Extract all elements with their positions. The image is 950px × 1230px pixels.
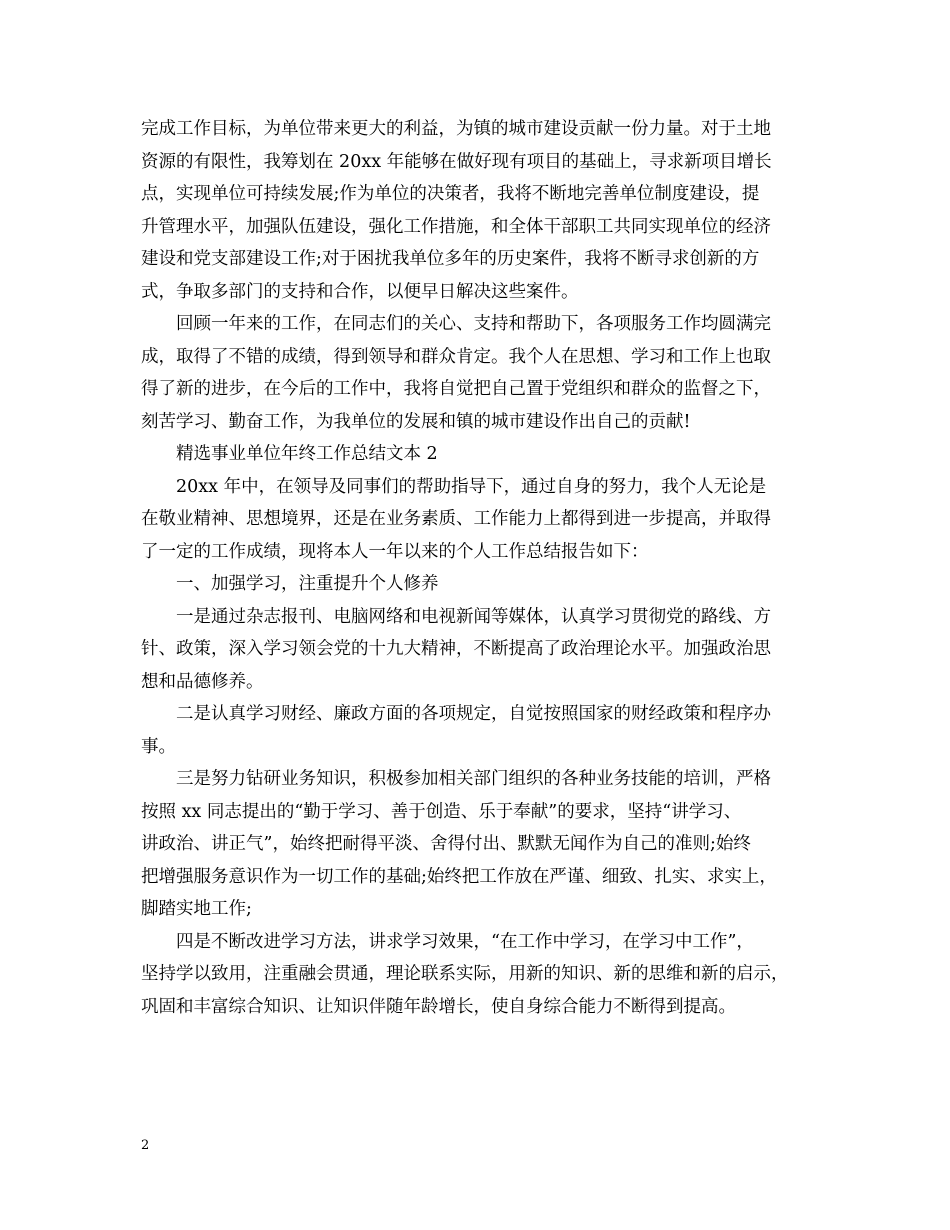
text-line: 成，取得了不错的成绩，得到领导和群众肯定。我个人在思想、学习和工作上也取 [141, 346, 771, 367]
paragraph [141, 926, 821, 1024]
text-line: 一、加强学习，注重提升个人修养 [176, 574, 439, 594]
text-line: 在敬业精神、思想境界，还是在业务素质、工作能力上都得到进一步提高，并取得 [141, 509, 771, 529]
paragraph [141, 438, 821, 471]
paragraph [141, 763, 821, 926]
text-line: 20xx 年中，在领导及同事们的帮助指导下，通过自身的努力，我个人无论是 [176, 476, 767, 497]
paragraph [141, 698, 821, 763]
paragraph [141, 113, 821, 308]
text-line: 三是努力钻研业务知识，积极参加相关部门组织的各种业务技能的培训，严格 [176, 769, 771, 789]
text-line: 想和品德修养。 [141, 671, 264, 692]
paragraph [141, 471, 821, 569]
paragraph [141, 601, 821, 699]
text-line: 升管理水平，加强队伍建设，强化工作措施，和全体干部职工共同实现单位的经济 [141, 216, 771, 237]
text-line: 脚踏实地工作; [141, 899, 252, 919]
text-line: 针、政策，深入学习领会党的十九大精神，不断提高了政治理论水平。加强政治思 [141, 639, 771, 659]
text-line: 点，实现单位可持续发展;作为单位的决策者，我将不断地完善单位制度建设，提 [141, 184, 760, 204]
document-body [141, 113, 821, 1023]
text-line: 按照 xx 同志提出的“勤于学习、善于创造、乐于奉献”的要求，坚持“讲学习、 [141, 801, 742, 822]
text-line: 把增强服务意识作为一切工作的基础;始终把工作放在严谨、细致、扎实、求实上， [141, 866, 777, 887]
text-line: 得了新的进步，在今后的工作中，我将自觉把自己置于党组织和群众的监督之下， [141, 379, 771, 399]
text-line: 资源的有限性，我筹划在 20xx 年能够在做好现有项目的基础上，寻求新项目增长 [141, 151, 772, 172]
text-line: 精选事业单位年终工作总结文本 2 [176, 444, 438, 464]
text-line: 巩固和丰富综合知识、让知识伴随年龄增长，使自身综合能力不断得到提高。 [141, 996, 736, 1017]
text-line: 式，争取多部门的支持和合作，以便早日解决这些案件。 [141, 281, 579, 302]
text-line: 坚持学以致用，注重融会贯通，理论联系实际，用新的知识、新的思维和新的启示， [141, 964, 789, 984]
text-line: 一是通过杂志报刊、电脑网络和电视新闻等媒体，认真学习贯彻党的路线、方 [176, 606, 771, 627]
text-line: 讲政治、讲正气”，始终把耐得平淡、舍得付出、默默无闻作为自己的准则;始终 [141, 834, 751, 854]
text-line: 事。 [141, 736, 176, 757]
text-line: 回顾一年来的工作，在同志们的关心、支持和帮助下，各项服务工作均圆满完 [176, 314, 771, 334]
text-line: 完成工作目标，为单位带来更大的利益，为镇的城市建设贡献一份力量。对于土地 [141, 119, 771, 139]
text-line: 二是认真学习财经、廉政方面的各项规定，自觉按照国家的财经政策和程序办 [176, 704, 771, 724]
page-number: 2 [141, 1138, 150, 1153]
text-line: 刻苦学习、勤奋工作，为我单位的发展和镇的城市建设作出自己的贡献! [141, 411, 691, 432]
paragraph [141, 308, 821, 438]
text-line: 建设和党支部建设工作;对于困扰我单位多年的历史案件，我将不断寻求创新的方 [141, 249, 760, 269]
text-line: 四是不断改进学习方法，讲求学习效果，“在工作中学习，在学习中工作”， [176, 931, 754, 952]
text-line: 了一定的工作成绩，现将本人一年以来的个人工作总结报告如下： [141, 541, 649, 562]
paragraph [141, 568, 821, 601]
